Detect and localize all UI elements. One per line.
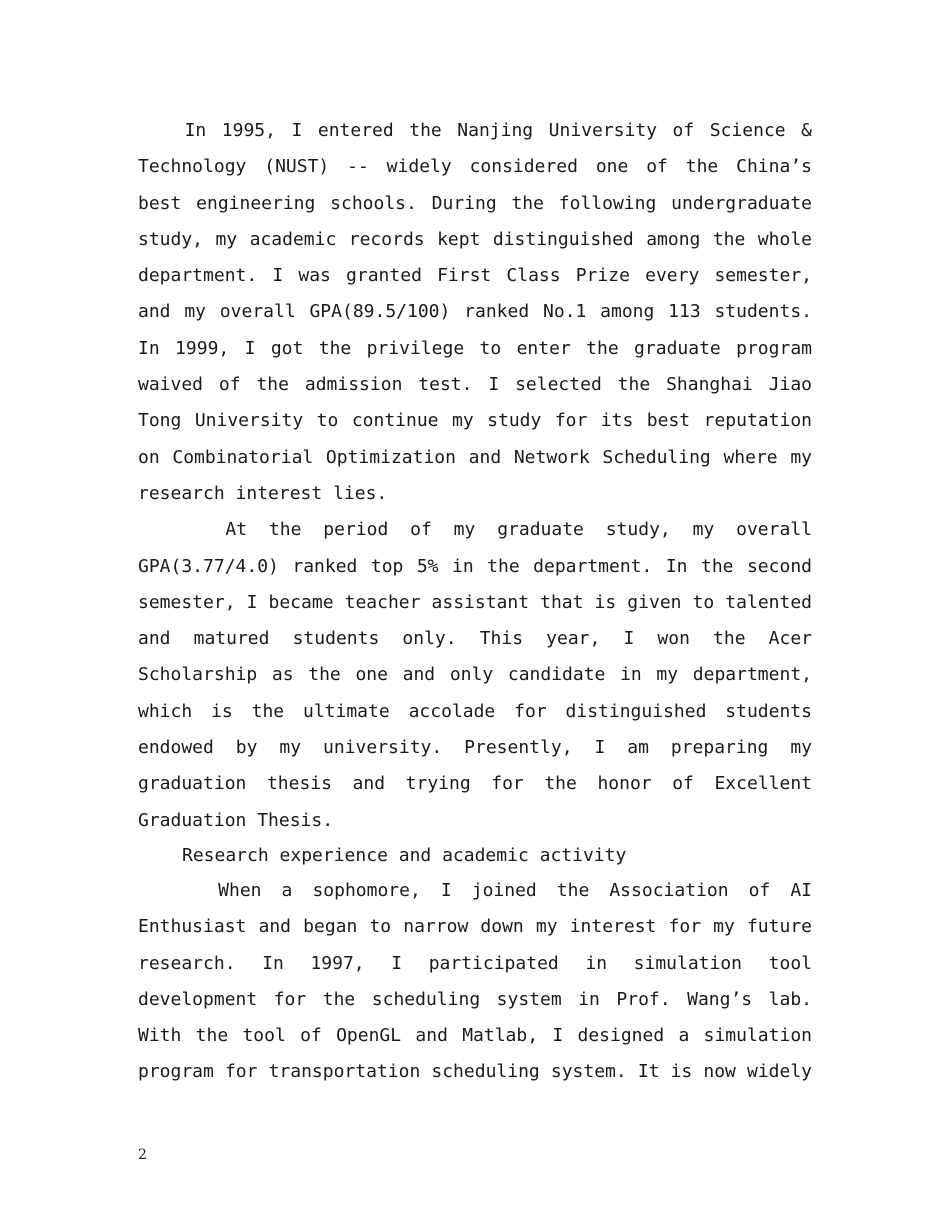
text-line: Tong University to continue my study for its best reputation [138,410,812,432]
text-line: which is the ultimate accolade for distinguished students [138,700,812,722]
text-line: Graduation Thesis. [138,809,334,831]
page-number: 2 [138,1147,147,1163]
text-line: study, my academic records kept distinguished among the whole [138,228,812,250]
text-line: development for the scheduling system in Prof. Wang’s lab. [138,988,812,1010]
text-line: With the tool of OpenGL and Matlab, I designed a simulation [138,1025,812,1047]
text-line: on Combinatorial Optimization and Network Scheduling where my [138,446,812,468]
body-text [138,113,812,1091]
text-line: GPA(3.77/4.0) ranked top 5% in the department. In the second [138,555,812,577]
text-line: best engineering schools. During the following undergraduate [138,192,812,214]
paragraph-graduate-study [138,512,812,839]
paragraph-research-experience [138,873,812,1091]
text-line: research. In 1997, I participated in simulation tool [138,952,812,974]
text-line: Scholarship as the one and only candidate in my department, [138,664,812,686]
text-line: In 1999, I got the privilege to enter the graduate program [138,337,812,359]
text-line: In 1995, I entered the Nanjing University of Science & [138,120,812,141]
text-line: department. I was granted First Class Prize every semester, [138,265,812,287]
text-line: program for transportation scheduling system. It is now widely [138,1061,812,1083]
text-line: research interest lies. [138,482,388,504]
text-line: semester, I became teacher assistant that is given to talented [138,591,812,613]
text-line: and my overall GPA(89.5/100) ranked No.1 among 113 students. [138,301,812,323]
text-line: endowed by my university. Presently, I am preparing my [138,737,812,759]
text-line: Enthusiast and began to narrow down my interest for my future [138,916,812,938]
text-line: At the period of my graduate study, my overall [138,519,812,541]
text-line: When a sophomore, I joined the Association of AI [138,879,812,901]
text-line: waived of the admission test. I selected the Shanghai Jiao [138,374,812,396]
section-heading: Research experience and academic activity [182,844,627,866]
text-line: Technology (NUST) -- widely considered one of the China’s [138,156,812,178]
text-line: and matured students only. This year, I won the Acer [138,628,812,650]
paragraph-education [138,113,812,512]
text-line: graduation thesis and trying for the honor of Excellent [138,773,812,795]
